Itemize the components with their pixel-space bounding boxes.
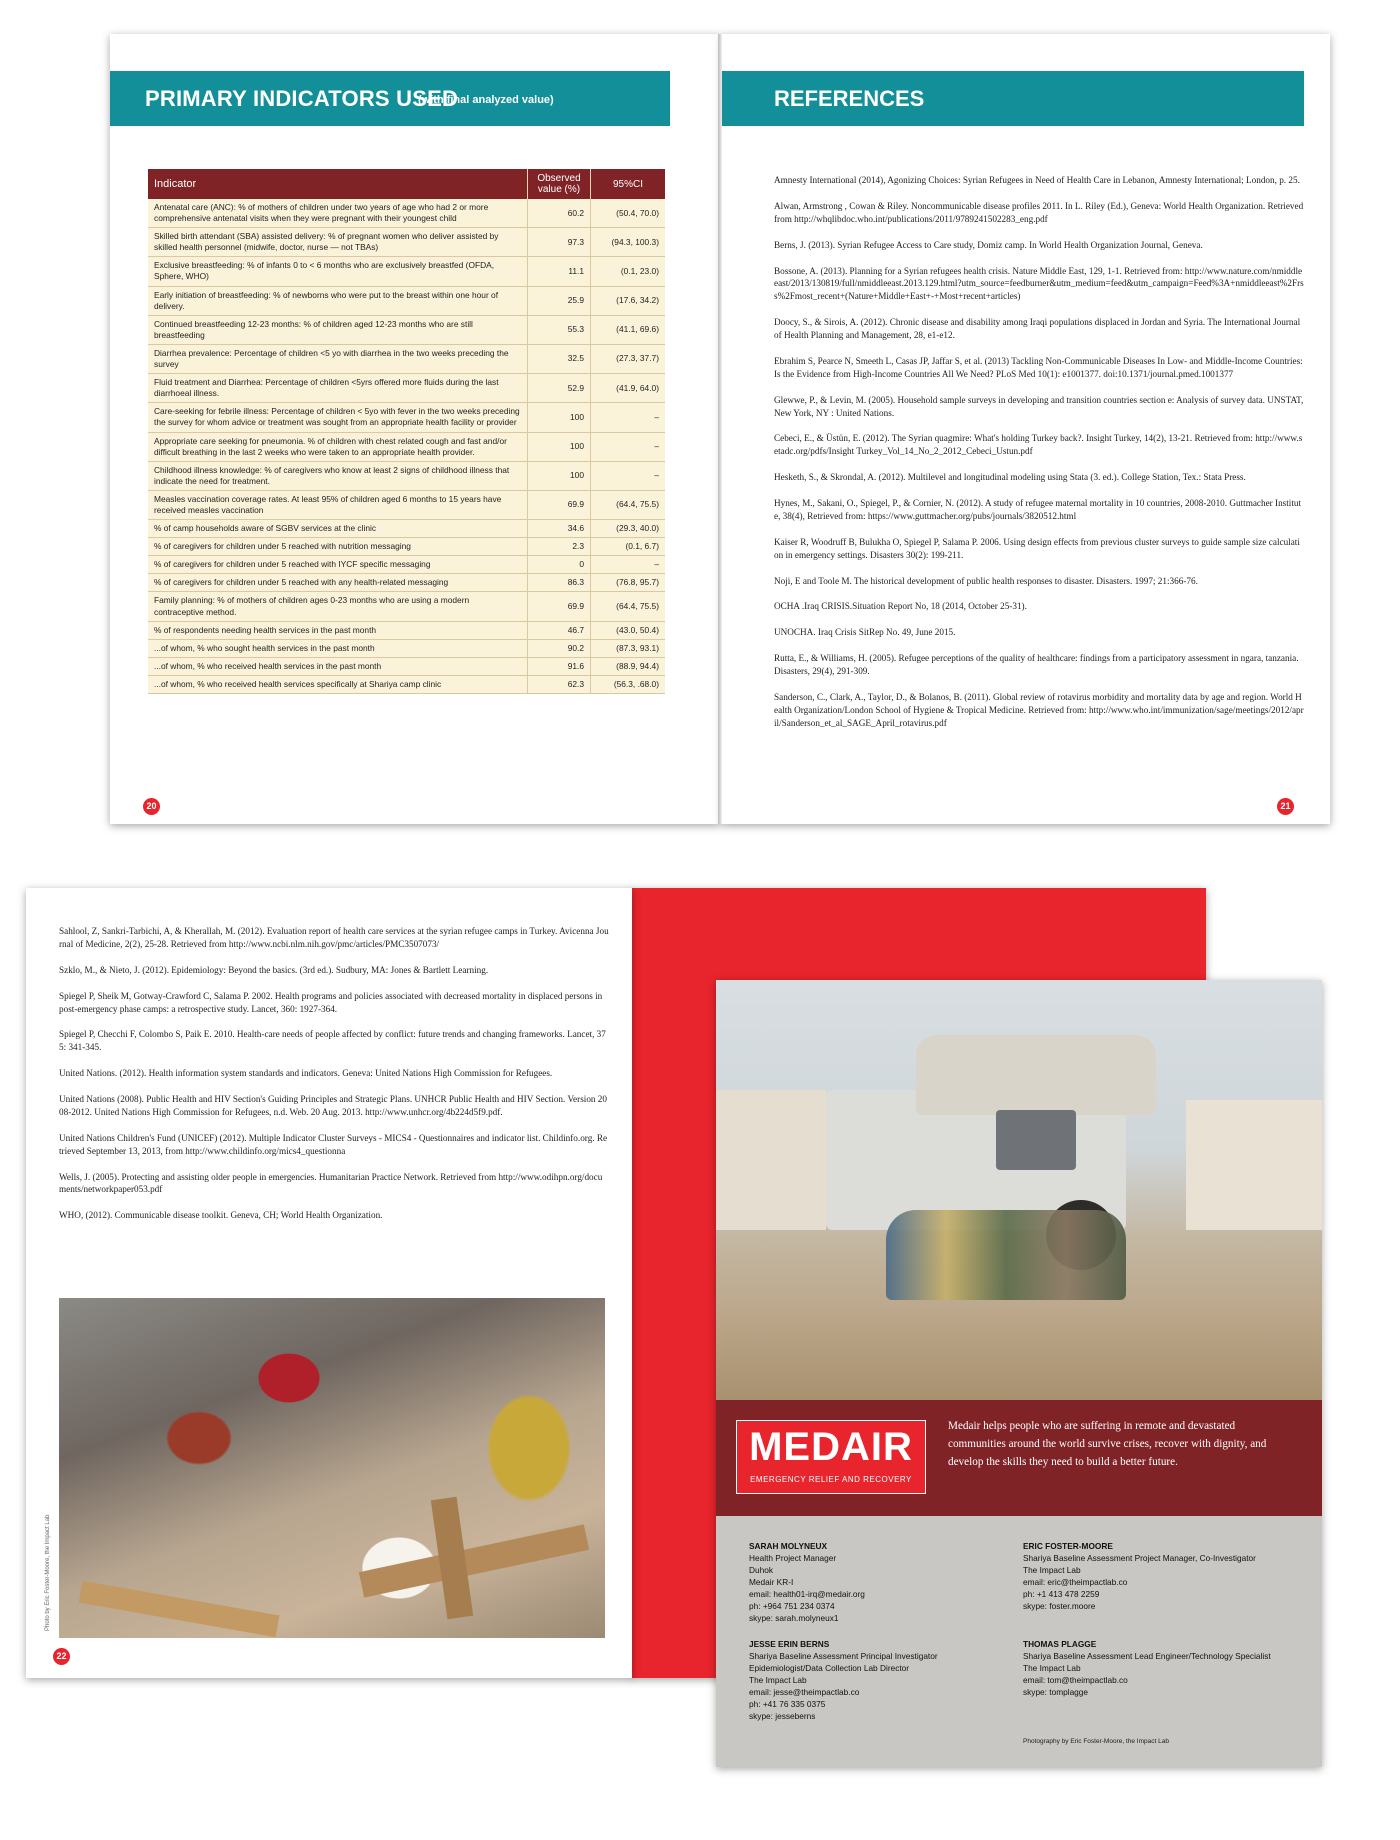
contact-line: ph: +41 76 335 0375 bbox=[749, 1699, 826, 1710]
reference-entry: Rutta, E., & Williams, H. (2005). Refugee perceptions of the quality of healthcare: findings from a participatory assessment in ngara, tanzania. Disasters, 29(4), 291-309. bbox=[774, 653, 1299, 676]
contact-name: JESSE ERIN BERNS bbox=[749, 1639, 830, 1649]
ci-cell: – bbox=[591, 461, 666, 490]
truck-window bbox=[996, 1110, 1076, 1170]
contact-line: skype: foster.moore bbox=[1023, 1601, 1096, 1612]
ci-cell: (88.9, 94.4) bbox=[591, 657, 666, 675]
value-cell: 69.9 bbox=[528, 490, 591, 519]
value-cell: 52.9 bbox=[528, 374, 591, 403]
table-row bbox=[148, 675, 665, 693]
indicator-cell: Fluid treatment and Diarrhea: Percentage of children <5yrs offered more fluids during the last diarrhoeal illness. bbox=[148, 374, 528, 403]
ci-cell: – bbox=[591, 403, 666, 432]
reference-entry: Sahlool, Z, Sankri-Tarbichi, A, & Kherallah, M. (2012). Evaluation report of health care services at the syrian refugee camps in Turkey. Avicenna Journal of Medicine, 2(2), 25-28. Retrieved from http://www.ncbi.nlm.nih.gov/pmc/articles/PMC3507073/ bbox=[59, 926, 609, 949]
value-cell: 25.9 bbox=[528, 286, 591, 315]
contact-line: Duhok bbox=[749, 1565, 773, 1576]
indicator-cell: Care-seeking for febrile illness: Percentage of children < 5yo with fever in the two weeks preceding the survey for whom advice or treatment was sought from an appropriate health facility or provider bbox=[148, 403, 528, 432]
reference-entry: Alwan, Armstrong , Cowan & Riley. Noncommunicable disease profiles 2011. In L. Riley (Ed.), Geneva: World Health Organization. Retrieved from http://whqlibdoc.who.int/publications/2011/9789241502283_eng.pdf bbox=[774, 200, 1304, 224]
logo-tagline: EMERGENCY RELIEF AND RECOVERY bbox=[750, 1475, 912, 1484]
section-heading: PRIMARY INDICATORS USED bbox=[145, 86, 459, 111]
ci-cell: – bbox=[591, 556, 666, 574]
value-cell: 69.9 bbox=[528, 592, 591, 621]
reference-entry: United Nations (2008). Public Health and HIV Section's Guiding Principles and Strategic Plans. UNHCR Public Health and HIV Section. Version 2008-2012. United Nations High Commission for Refugees, n.d. Web. 20 Aug. 2013. http://www.unhcr.org/4b224d5f9.pdf. bbox=[59, 1094, 607, 1117]
contact-line: skype: jesseberns bbox=[749, 1711, 816, 1722]
header-ci: 95%CI bbox=[591, 169, 666, 199]
contact-sarah bbox=[749, 1540, 865, 1624]
ci-cell: (64.4, 75.5) bbox=[591, 592, 666, 621]
table-row bbox=[148, 490, 665, 519]
ci-cell: (0.1, 6.7) bbox=[591, 538, 666, 556]
value-cell: 55.3 bbox=[528, 315, 591, 344]
value-cell: 97.3 bbox=[528, 228, 591, 257]
ci-cell: (0.1, 23.0) bbox=[591, 257, 666, 286]
page-number: 20 bbox=[143, 798, 160, 815]
indicator-cell: Skilled birth attendant (SBA) assisted delivery: % of pregnant women who deliver assisted by skilled health personnel (midwife, doctor, nurse — not TBAs) bbox=[148, 228, 528, 257]
header-observed-value: Observed value (%) bbox=[528, 169, 591, 199]
table-row bbox=[148, 228, 665, 257]
indicator-cell: % of caregivers for children under 5 reached with any health-related messaging bbox=[148, 574, 528, 592]
cover-photo-credit: Photography by Eric Foster-Moore, the Impact Lab bbox=[1023, 1738, 1169, 1745]
contact-line: The Impact Lab bbox=[1023, 1663, 1081, 1674]
table-row bbox=[148, 286, 665, 315]
ci-cell: (41.1, 69.6) bbox=[591, 315, 666, 344]
contact-thomas bbox=[1023, 1638, 1271, 1698]
ci-cell: (27.3, 37.7) bbox=[591, 344, 666, 373]
value-cell: 91.6 bbox=[528, 657, 591, 675]
ci-cell: (50.4, 70.0) bbox=[591, 199, 666, 228]
table-row bbox=[148, 621, 665, 639]
contact-line: skype: tomplagge bbox=[1023, 1687, 1089, 1698]
indicator-cell: ...of whom, % who received health services in the past month bbox=[148, 657, 528, 675]
ci-cell: (43.0, 50.4) bbox=[591, 621, 666, 639]
reference-entry: Wells, J. (2005). Protecting and assisting older people in emergencies. Humanitarian Practice Network. Retrieved from http://www.odihpn.org/documents/networkpaper053.pdf bbox=[59, 1171, 603, 1195]
reference-entry: Berns, J. (2013). Syrian Refugee Access to Care study, Domiz camp. In World Health Organization Journal, Geneva. bbox=[774, 239, 1203, 250]
contact-line: ph: +1 413 478 2259 bbox=[1023, 1589, 1100, 1600]
table-row bbox=[148, 538, 665, 556]
contact-line: skype: sarah.molyneux1 bbox=[749, 1613, 839, 1624]
indicator-cell: Antenatal care (ANC): % of mothers of children under two years of age who had 2 or more comprehensive antenatal visits when they were pregnant with their youngest child bbox=[148, 199, 528, 228]
table-row bbox=[148, 432, 665, 461]
indicator-cell: % of caregivers for children under 5 reached with IYCF specific messaging bbox=[148, 556, 528, 574]
reference-entry: United Nations. (2012). Health information system standards and indicators. Geneva: United Nations High Commission for Refugees. bbox=[59, 1068, 553, 1079]
table-row bbox=[148, 592, 665, 621]
table-row bbox=[148, 639, 665, 657]
ci-cell: (64.4, 75.5) bbox=[591, 490, 666, 519]
table-row bbox=[148, 556, 665, 574]
reference-entry: Glewwe, P., & Levin, M. (2005). Household sample surveys in developing and transition countries section e: Analysis of survey data. UNSTAT, New York, NY : United Nations. bbox=[774, 394, 1304, 418]
value-cell: 60.2 bbox=[528, 199, 591, 228]
logo-wordmark: MEDAIR bbox=[749, 1425, 913, 1469]
value-cell: 46.7 bbox=[528, 621, 591, 639]
contact-line: The Impact Lab bbox=[1023, 1565, 1081, 1576]
references-heading: REFERENCES bbox=[774, 86, 925, 111]
ci-cell: (41.9, 64.0) bbox=[591, 374, 666, 403]
indicator-cell: ...of whom, % who received health services specifically at Shariya camp clinic bbox=[148, 675, 528, 693]
table-row bbox=[148, 315, 665, 344]
medair-logo bbox=[736, 1420, 926, 1494]
tent bbox=[716, 1090, 826, 1230]
contact-line: email: health01-irq@medair.org bbox=[749, 1589, 865, 1600]
back-cover bbox=[716, 980, 1322, 1767]
reference-entry: Cebeci, E., & Üstün, E. (2012). The Syrian quagmire: What's holding Turkey back?. Insight Turkey, 14(2), 13-21. Retrieved from: http://www.setadc.org/pdfs/Insight Turkey_Vol_14_No_2_2012_Cebeci_Ustun.pdf bbox=[774, 433, 1303, 457]
ci-cell: (29.3, 40.0) bbox=[591, 520, 666, 538]
reference-entry: Sanderson, C., Clark, A., Taylor, D., & Bolanos, B. (2011). Global review of rotavirus morbidity and mortality data by age and region. World Health Organization/London School of Hygiene & Tropical Medicine. Retrieved from: http://www.who.int/immunization/sage/meetings/2012/april/Sanderson_et_al_SAGE_April_rotavirus.pdf bbox=[774, 691, 1304, 728]
page-22 bbox=[26, 888, 632, 1678]
truck-photo bbox=[716, 980, 1322, 1400]
value-cell: 32.5 bbox=[528, 344, 591, 373]
page-number: 21 bbox=[1277, 798, 1294, 815]
contact-line: Shariya Baseline Assessment Lead Engineer/Technology Specialist bbox=[1023, 1651, 1271, 1662]
value-cell: 86.3 bbox=[528, 574, 591, 592]
references-heading-bar bbox=[722, 71, 1304, 126]
indicators-table bbox=[148, 169, 665, 694]
ci-cell: (56.3, .68.0) bbox=[591, 675, 666, 693]
value-cell: 100 bbox=[528, 432, 591, 461]
reference-entry: Bossone, A. (2013). Planning for a Syrian refugees health crisis. Nature Middle East, 129, 1-1. Retrieved from: http://www.nature.com/nmiddleeast/2013/130819/full/nmiddleeast.2013.129.html?utm_source=feedburner&utm_medium=feed&utm_campaign=Feed%3A+nmiddleeast%2Frss%2Fmost_recent+(Nature+Middle+East+-+Most+recent+articles) bbox=[774, 265, 1304, 302]
value-cell: 100 bbox=[528, 461, 591, 490]
contact-line: Health Project Manager bbox=[749, 1553, 837, 1564]
table-row bbox=[148, 344, 665, 373]
table-row bbox=[148, 574, 665, 592]
value-cell: 2.3 bbox=[528, 538, 591, 556]
contact-line: ph: +964 751 234 0374 bbox=[749, 1601, 835, 1612]
table-row bbox=[148, 403, 665, 432]
table-row bbox=[148, 257, 665, 286]
contact-line: email: eric@theimpactlab.co bbox=[1023, 1577, 1128, 1588]
reference-entry: Hynes, M., Sakani, O., Spiegel, P., & Cornier, N. (2012). A study of refugee maternal mortality in 10 countries, 2008-2010. Guttmacher Institute, 38(4), Retrieved from: https://www.guttmacher.org/pubs/journals/3820512.html bbox=[774, 498, 1302, 521]
value-cell: 0 bbox=[528, 556, 591, 574]
contact-eric bbox=[1023, 1540, 1256, 1612]
indicator-cell: Exclusive breastfeeding: % of infants 0 to < 6 months who are exclusively breastfed (OFDA, Sphere, WHO) bbox=[148, 257, 528, 286]
indicator-cell: Diarrhea prevalence: Percentage of children <5 yo with diarrhea in the two weeks preceding the survey bbox=[148, 344, 528, 373]
ci-cell: (87.3, 93.1) bbox=[591, 639, 666, 657]
table-row bbox=[148, 657, 665, 675]
references-list bbox=[774, 174, 1304, 743]
table-row bbox=[148, 461, 665, 490]
reference-entry: United Nations Children's Fund (UNICEF) (2012). Multiple Indicator Cluster Surveys - MICS4 - Questionnaires and indicator list. Childinfo.org. Retrieved September 13, 2013, from http://www.childinfo.org/mics4_questionna bbox=[59, 1132, 608, 1156]
contact-name: ERIC FOSTER-MOORE bbox=[1023, 1541, 1113, 1551]
value-cell: 90.2 bbox=[528, 639, 591, 657]
value-cell: 11.1 bbox=[528, 257, 591, 286]
reference-entry: Noji, E and Toole M. The historical development of public health responses to disaster. Disasters. 1997; 21:366-76. bbox=[774, 575, 1198, 586]
reference-entry: UNOCHA. Iraq Crisis SitRep No. 49, June 2015. bbox=[774, 627, 956, 638]
indicator-cell: ...of whom, % who sought health services in the past month bbox=[148, 639, 528, 657]
reference-entry: OCHA .Iraq CRISIS.Situation Report No, 18 (2014, October 25-31). bbox=[774, 601, 1027, 612]
children-working-photo bbox=[59, 1298, 605, 1638]
value-cell: 62.3 bbox=[528, 675, 591, 693]
wood-plank bbox=[79, 1581, 280, 1637]
indicator-cell: Measles vaccination coverage rates. At least 95% of children aged 6 months to 15 years have received measles vaccination bbox=[148, 490, 528, 519]
wood-plank bbox=[359, 1524, 589, 1597]
indicator-cell: Childhood illness knowledge: % of caregivers who know at least 2 signs of childhood illness that indicate the need for treatment. bbox=[148, 461, 528, 490]
truck-tarp bbox=[916, 1035, 1156, 1115]
contact-name: SARAH MOLYNEUX bbox=[749, 1541, 828, 1551]
reference-entry: Kaiser R, Woodruff B, Bulukha O, Spiegel P, Salama P. 2006. Using design effects from previous cluster surveys to guide sample size calculation in emergency settings. Disasters 30(2): 199-211. bbox=[774, 536, 1300, 560]
contact-line: email: tom@theimpactlab.co bbox=[1023, 1675, 1128, 1686]
reference-entry: Spiegel P, Sheik M, Gotway-Crawford C, Salama P. 2002. Health programs and policies associated with decreased mortality in displaced persons in post-emergency phase camps: a retrospective study. Lancet, 360: 1927-364. bbox=[59, 990, 603, 1014]
section-heading-bar bbox=[110, 71, 670, 126]
references-list-continued bbox=[59, 925, 609, 1235]
reference-entry: Amnesty International (2014), Agonizing Choices: Syrian Refugees in Need of Health Care in Lebanon, Amnesty International; London, p. 25. bbox=[774, 175, 1300, 185]
section-heading-note: (with final analyzed value) bbox=[418, 94, 554, 106]
reference-entry: Hesketh, S., & Skrondal, A. (2012). Multilevel and longitudinal modeling using Stata (3. ed.). College Station, Tex.: Stata Press. bbox=[774, 472, 1246, 483]
header-indicator: Indicator bbox=[148, 169, 528, 199]
reference-entry: Ebrahim S, Pearce N, Smeeth L, Casas JP, Jaffar S, et al. (2013) Tackling Non-Communicable Diseases In Low- and Middle-Income Countries: Is the Evidence from High-Income Countries All We Need? PLoS Med 10(1): e1001377. doi:10.1371/journal.pmed.1001377 bbox=[774, 355, 1303, 379]
page-number: 22 bbox=[53, 1648, 70, 1665]
indicator-cell: % of respondents needing health services in the past month bbox=[148, 621, 528, 639]
contact-line: email: jesse@theimpactlab.co bbox=[749, 1687, 860, 1698]
reference-entry: WHO, (2012). Communicable disease toolkit. Geneva, CH; World Health Organization. bbox=[59, 1210, 383, 1221]
table-row bbox=[148, 374, 665, 403]
ci-cell: (76.8, 95.7) bbox=[591, 574, 666, 592]
indicator-cell: Family planning: % of mothers of children ages 0-23 months who are using a modern contraceptive method. bbox=[148, 592, 528, 621]
photo-credit: Photo by Eric Foster-Moore, the Impact Lab bbox=[45, 1514, 51, 1631]
reference-entry: Szklo, M., & Nieto, J. (2012). Epidemiology: Beyond the basics. (3rd ed.). Sudbury, MA: Jones & Bartlett Learning. bbox=[59, 964, 489, 975]
contact-line: Shariya Baseline Assessment Principal Investigator bbox=[749, 1651, 938, 1662]
contact-line: Shariya Baseline Assessment Project Manager, Co-Investigator bbox=[1023, 1553, 1256, 1564]
table-row bbox=[148, 520, 665, 538]
ci-cell: (17.6, 34.2) bbox=[591, 286, 666, 315]
indicator-cell: % of camp households aware of SGBV services at the clinic bbox=[148, 520, 528, 538]
mission-band bbox=[716, 1400, 1322, 1516]
reference-entry: Doocy, S., & Sirois, A. (2012). Chronic disease and disability among Iraqi populations displaced in Jordan and Syria. The International Journal of Health Planning and Management, 28, e1-e12. bbox=[774, 317, 1301, 340]
page-21 bbox=[722, 34, 1330, 824]
indicator-cell: Continued breastfeeding 12-23 months: % of children aged 12-23 months who are still breastfeeding bbox=[148, 315, 528, 344]
reference-entry: Spiegel P, Checchi F, Colombo S, Paik E. 2010. Health-care needs of people affected by conflict: future trends and changing frameworks. Lancet, 375: 341-345. bbox=[59, 1029, 606, 1053]
spine-shadow bbox=[718, 34, 722, 824]
value-cell: 100 bbox=[528, 403, 591, 432]
contact-line: The Impact Lab bbox=[749, 1675, 807, 1686]
tent bbox=[1186, 1100, 1322, 1230]
value-cell: 34.6 bbox=[528, 520, 591, 538]
ci-cell: (94.3, 100.3) bbox=[591, 228, 666, 257]
indicator-cell: Early initiation of breastfeeding: % of newborns who were put to the breast within one hour of delivery. bbox=[148, 286, 528, 315]
indicator-cell: % of caregivers for children under 5 reached with nutrition messaging bbox=[148, 538, 528, 556]
table-header-row bbox=[148, 169, 665, 199]
contact-name: THOMAS PLAGGE bbox=[1023, 1639, 1097, 1649]
table-row bbox=[148, 199, 665, 228]
contact-line: Medair KR-I bbox=[749, 1577, 794, 1588]
mission-statement: Medair helps people who are suffering in remote and devastated communities around the world survive crises, recover with dignity, and develop the skills they need to build a better future. bbox=[948, 1420, 1267, 1468]
ci-cell: – bbox=[591, 432, 666, 461]
contact-jesse bbox=[749, 1638, 938, 1722]
indicator-cell: Appropriate care seeking for pneumonia. % of children with chest related cough and fast and/or difficult breathing in the last 2 weeks who were taken to an appropriate health provider. bbox=[148, 432, 528, 461]
contact-line: Epidemiologist/Data Collection Lab Director bbox=[749, 1663, 910, 1674]
page-20 bbox=[110, 34, 720, 824]
children-group bbox=[886, 1210, 1126, 1300]
